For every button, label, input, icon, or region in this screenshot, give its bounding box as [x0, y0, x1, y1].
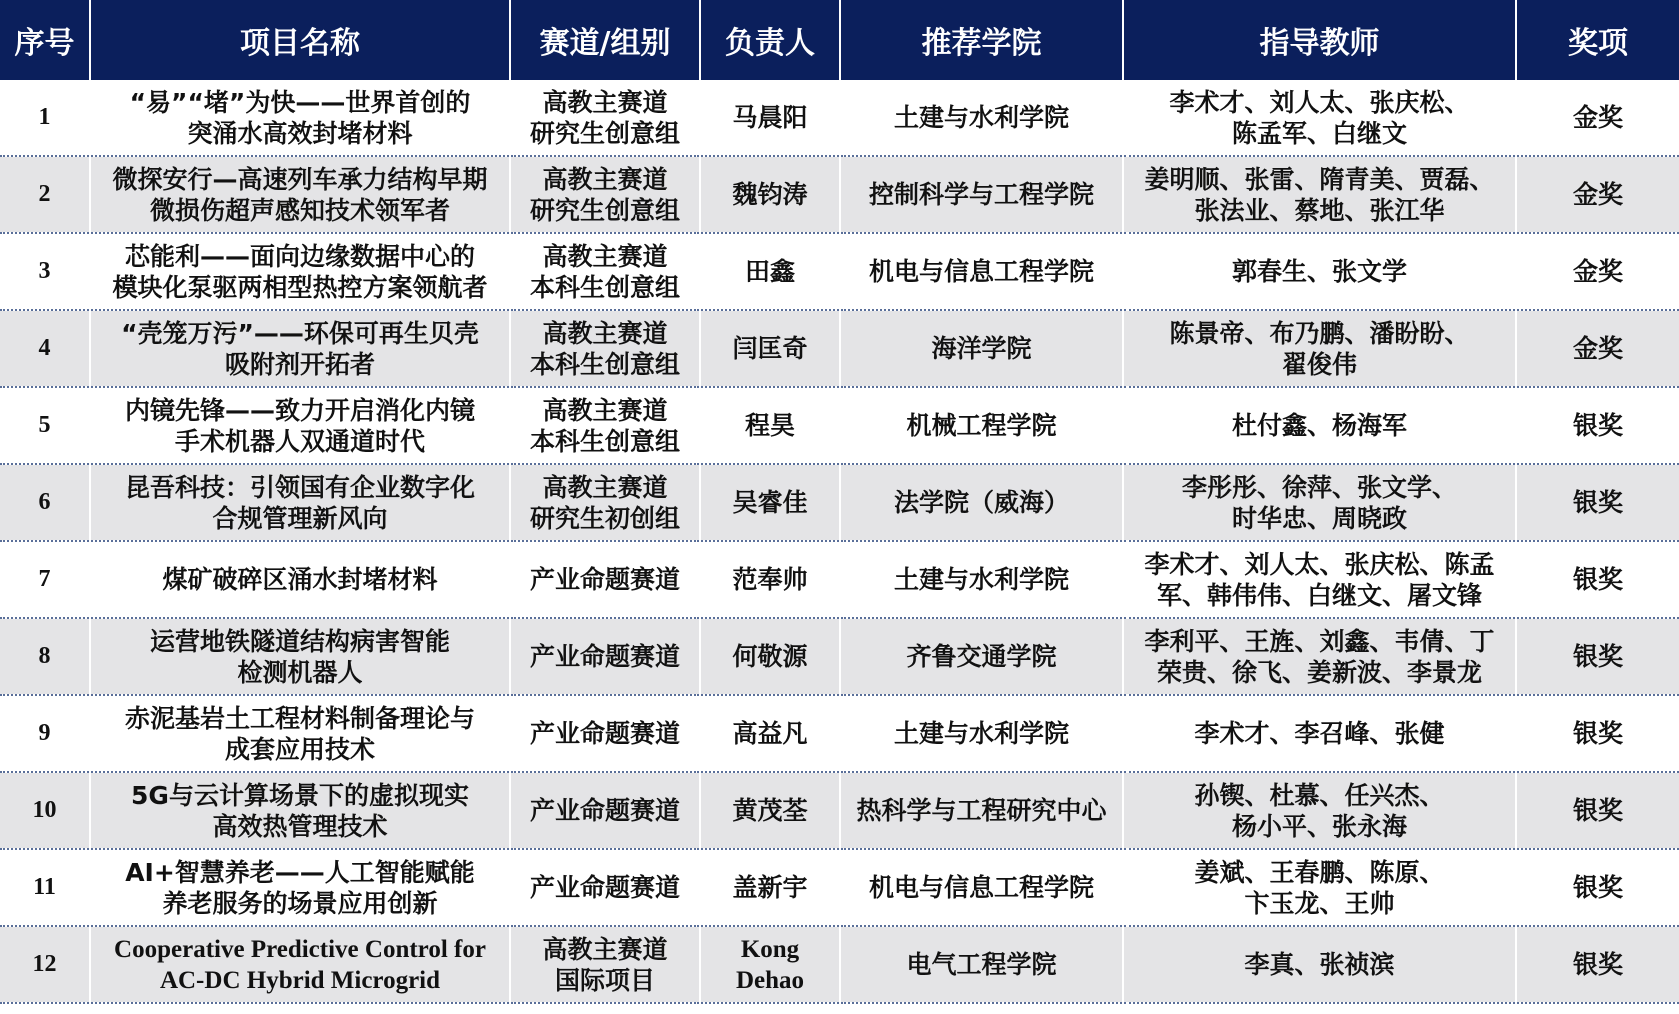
- table-row: [0, 772, 1679, 849]
- cell-award: 金奖: [1516, 156, 1679, 233]
- cell-no: 3: [0, 233, 90, 310]
- cell-advisor-line: 孙锲、杜慕、任兴杰、: [1194, 780, 1445, 810]
- cell-project-name-line: 合规管理新风向: [212, 503, 388, 533]
- cell-advisor: [1123, 464, 1516, 541]
- header-award: 奖项: [1516, 0, 1679, 80]
- cell-track-line: 本科生创意组: [529, 426, 680, 456]
- cell-advisor-line: 陈孟军、白继文: [1231, 118, 1407, 148]
- cell-project-name-line: 检测机器人: [237, 657, 363, 687]
- cell-track: [510, 926, 700, 1003]
- cell-track-line: 高教主赛道: [542, 934, 668, 964]
- cell-track-line: 产业命题赛道: [529, 873, 680, 902]
- cell-track-line: 本科生创意组: [529, 272, 680, 302]
- cell-project-name-line: 突涌水高效封堵材料: [187, 118, 413, 148]
- cell-project-name: [90, 80, 510, 156]
- cell-project-name-line: 高效热管理技术: [212, 811, 388, 841]
- cell-track-line: 高教主赛道: [542, 241, 668, 271]
- cell-project-name-line: 成套应用技术: [224, 734, 375, 764]
- header-leader: 负责人: [700, 0, 840, 80]
- cell-project-name-line: 模块化泵驱两相型热控方案领航者: [112, 272, 488, 302]
- cell-track-line: 高教主赛道: [542, 87, 668, 117]
- table-row: [0, 464, 1679, 541]
- cell-award: 银奖: [1516, 849, 1679, 926]
- cell-college: 机电与信息工程学院: [840, 233, 1123, 310]
- header-no: 序号: [0, 0, 90, 80]
- header-track: 赛道/组别: [510, 0, 700, 80]
- cell-track-line: 本科生创意组: [529, 349, 680, 379]
- cell-no: 8: [0, 618, 90, 695]
- cell-college: 电气工程学院: [840, 926, 1123, 1003]
- cell-advisor-line: 李真、张祯滨: [1244, 950, 1395, 979]
- cell-project-name: [90, 618, 510, 695]
- cell-project-name-line: 赤泥基岩土工程材料制备理论与: [124, 703, 475, 733]
- cell-advisor: [1123, 156, 1516, 233]
- table-row: [0, 926, 1679, 1003]
- cell-advisor-line: 郭春生、张文学: [1231, 257, 1407, 286]
- cell-project-name-line: Cooperative Predictive Control for: [114, 935, 486, 963]
- cell-college: 土建与水利学院: [840, 541, 1123, 618]
- cell-track-line: 高教主赛道: [542, 164, 668, 194]
- cell-leader: [700, 464, 840, 541]
- cell-no: 10: [0, 772, 90, 849]
- cell-project-name-line: 5G与云计算场景下的虚拟现实: [131, 780, 469, 810]
- cell-project-name: [90, 772, 510, 849]
- cell-track-line: 高教主赛道: [542, 472, 668, 502]
- cell-track-line: 产业命题赛道: [529, 719, 680, 748]
- cell-no: 9: [0, 695, 90, 772]
- cell-leader: [700, 80, 840, 156]
- cell-project-name-line: AC-DC Hybrid Microgrid: [159, 966, 441, 994]
- cell-track: [510, 80, 700, 156]
- cell-leader: [700, 695, 840, 772]
- cell-college: 机械工程学院: [840, 387, 1123, 464]
- table-row: [0, 233, 1679, 310]
- cell-project-name: [90, 387, 510, 464]
- table-row: [0, 80, 1679, 156]
- cell-advisor: [1123, 310, 1516, 387]
- cell-advisor-line: 李术才、刘人太、张庆松、陈孟: [1144, 549, 1495, 579]
- table-row: [0, 156, 1679, 233]
- cell-advisor: [1123, 541, 1516, 618]
- cell-track-line: 产业命题赛道: [529, 565, 680, 594]
- cell-advisor: [1123, 926, 1516, 1003]
- cell-college: 土建与水利学院: [840, 80, 1123, 156]
- table-row: [0, 695, 1679, 772]
- header-advisor: 指导教师: [1123, 0, 1516, 80]
- cell-no: 12: [0, 926, 90, 1003]
- cell-project-name: [90, 156, 510, 233]
- cell-project-name: [90, 926, 510, 1003]
- header-row: [0, 0, 1679, 80]
- cell-project-name: [90, 849, 510, 926]
- cell-project-name-line: 芯能利——面向边缘数据中心的: [124, 241, 475, 271]
- cell-project-name-line: AI+智慧养老——人工智能赋能: [125, 857, 475, 887]
- cell-project-name-line: “易”“堵”为快——世界首创的: [129, 87, 471, 117]
- cell-advisor-line: 陈景帝、布乃鹏、潘盼盼、: [1169, 318, 1470, 348]
- cell-leader-line: 何敬源: [732, 642, 808, 671]
- cell-project-name-line: 吸附剂开拓者: [224, 349, 375, 379]
- cell-advisor-line: 李术才、李召峰、张健: [1194, 719, 1445, 748]
- cell-college: 控制科学与工程学院: [840, 156, 1123, 233]
- table-row: [0, 541, 1679, 618]
- header-college: 推荐学院: [840, 0, 1123, 80]
- cell-award: 银奖: [1516, 464, 1679, 541]
- cell-project-name-line: 内镜先锋——致力开启消化内镜: [124, 395, 475, 425]
- cell-advisor: [1123, 618, 1516, 695]
- cell-track: [510, 387, 700, 464]
- cell-project-name: [90, 233, 510, 310]
- cell-track: [510, 772, 700, 849]
- cell-award: 金奖: [1516, 310, 1679, 387]
- cell-track-line: 研究生创意组: [529, 118, 680, 148]
- cell-project-name-line: 昆吾科技：引领国有企业数字化: [124, 472, 475, 502]
- cell-track: [510, 310, 700, 387]
- cell-award: 金奖: [1516, 80, 1679, 156]
- cell-advisor: [1123, 387, 1516, 464]
- cell-award: 银奖: [1516, 387, 1679, 464]
- cell-leader-line: 闫匡奇: [732, 334, 808, 363]
- cell-track-line: 产业命题赛道: [529, 796, 680, 825]
- cell-advisor-line: 杨小平、张永海: [1231, 811, 1407, 841]
- cell-advisor-line: 荣贵、徐飞、姜新波、李景龙: [1156, 657, 1482, 687]
- cell-track-line: 研究生初创组: [529, 503, 680, 533]
- cell-track: [510, 849, 700, 926]
- cell-leader: [700, 233, 840, 310]
- cell-track: [510, 618, 700, 695]
- cell-leader-line: 范奉帅: [732, 565, 808, 594]
- cell-no: 4: [0, 310, 90, 387]
- cell-leader: [700, 387, 840, 464]
- cell-project-name: [90, 464, 510, 541]
- table-row: [0, 387, 1679, 464]
- cell-leader-line: Kong: [740, 935, 800, 963]
- cell-advisor: [1123, 233, 1516, 310]
- cell-advisor: [1123, 80, 1516, 156]
- cell-project-name: [90, 695, 510, 772]
- cell-leader-line: 马晨阳: [732, 103, 808, 132]
- cell-college: 热科学与工程研究中心: [840, 772, 1123, 849]
- cell-leader-line: Dehao: [735, 966, 805, 994]
- cell-college: 海洋学院: [840, 310, 1123, 387]
- cell-leader-line: 高益凡: [732, 719, 808, 748]
- cell-advisor-line: 翟俊伟: [1281, 349, 1357, 379]
- cell-track-line: 产业命题赛道: [529, 642, 680, 671]
- cell-advisor: [1123, 695, 1516, 772]
- cell-college: 机电与信息工程学院: [840, 849, 1123, 926]
- cell-no: 2: [0, 156, 90, 233]
- cell-no: 7: [0, 541, 90, 618]
- cell-leader-line: 黄茂荃: [732, 796, 808, 825]
- cell-college: 土建与水利学院: [840, 695, 1123, 772]
- cell-project-name: [90, 310, 510, 387]
- cell-leader-line: 田鑫: [744, 257, 795, 286]
- cell-leader: [700, 618, 840, 695]
- cell-track-line: 高教主赛道: [542, 395, 668, 425]
- cell-track: [510, 695, 700, 772]
- cell-leader-line: 吴睿佳: [732, 488, 808, 517]
- cell-award: 银奖: [1516, 772, 1679, 849]
- table-row: [0, 618, 1679, 695]
- cell-track-line: 高教主赛道: [542, 318, 668, 348]
- cell-track: [510, 156, 700, 233]
- cell-project-name-line: 微损伤超声感知技术领军者: [149, 195, 450, 225]
- cell-award: 银奖: [1516, 618, 1679, 695]
- cell-advisor-line: 张法业、蔡地、张江华: [1194, 195, 1445, 225]
- cell-no: 1: [0, 80, 90, 156]
- cell-project-name-line: 运营地铁隧道结构病害智能: [149, 626, 450, 656]
- cell-leader-line: 魏钧涛: [732, 180, 808, 209]
- cell-college: 齐鲁交通学院: [840, 618, 1123, 695]
- cell-leader: [700, 541, 840, 618]
- cell-advisor: [1123, 849, 1516, 926]
- cell-advisor-line: 李利平、王旌、刘鑫、韦倩、丁: [1144, 626, 1495, 656]
- cell-project-name-line: 微探安行—高速列车承力结构早期: [112, 164, 488, 194]
- cell-leader: [700, 310, 840, 387]
- cell-college: 法学院（威海）: [840, 464, 1123, 541]
- cell-project-name-line: “壳笼万污”——环保可再生贝壳: [121, 318, 479, 348]
- cell-track: [510, 464, 700, 541]
- cell-no: 11: [0, 849, 90, 926]
- cell-advisor-line: 姜明顺、张雷、隋青美、贾磊、: [1144, 164, 1495, 194]
- table-row: [0, 310, 1679, 387]
- table-row: [0, 849, 1679, 926]
- cell-leader: [700, 156, 840, 233]
- cell-advisor-line: 李术才、刘人太、张庆松、: [1169, 87, 1470, 117]
- cell-award: 银奖: [1516, 541, 1679, 618]
- cell-project-name-line: 养老服务的场景应用创新: [162, 888, 438, 918]
- cell-leader: [700, 926, 840, 1003]
- cell-no: 5: [0, 387, 90, 464]
- cell-award: 银奖: [1516, 926, 1679, 1003]
- cell-leader: [700, 772, 840, 849]
- cell-advisor-line: 姜斌、王春鹏、陈原、: [1194, 857, 1445, 887]
- cell-track-line: 研究生创意组: [529, 195, 680, 225]
- cell-project-name: [90, 541, 510, 618]
- cell-project-name-line: 手术机器人双通道时代: [174, 426, 425, 456]
- cell-leader-line: 盖新宇: [732, 873, 808, 902]
- cell-advisor-line: 卞玉龙、王帅: [1244, 888, 1395, 918]
- cell-advisor: [1123, 772, 1516, 849]
- header-name: 项目名称: [90, 0, 510, 80]
- cell-advisor-line: 时华忠、周晓政: [1231, 503, 1407, 533]
- cell-no: 6: [0, 464, 90, 541]
- cell-leader: [700, 849, 840, 926]
- cell-track: [510, 233, 700, 310]
- cell-track-line: 国际项目: [554, 965, 655, 995]
- cell-advisor-line: 军、韩伟伟、白继文、屠文锋: [1156, 580, 1482, 610]
- cell-project-name-line: 煤矿破碎区涌水封堵材料: [162, 565, 438, 594]
- cell-award: 银奖: [1516, 695, 1679, 772]
- table-body: [0, 80, 1679, 1003]
- cell-advisor-line: 李彤彤、徐萍、张文学、: [1181, 472, 1457, 502]
- cell-leader-line: 程昊: [744, 411, 795, 440]
- cell-award: 金奖: [1516, 233, 1679, 310]
- cell-advisor-line: 杜付鑫、杨海军: [1231, 411, 1407, 440]
- cell-track: [510, 541, 700, 618]
